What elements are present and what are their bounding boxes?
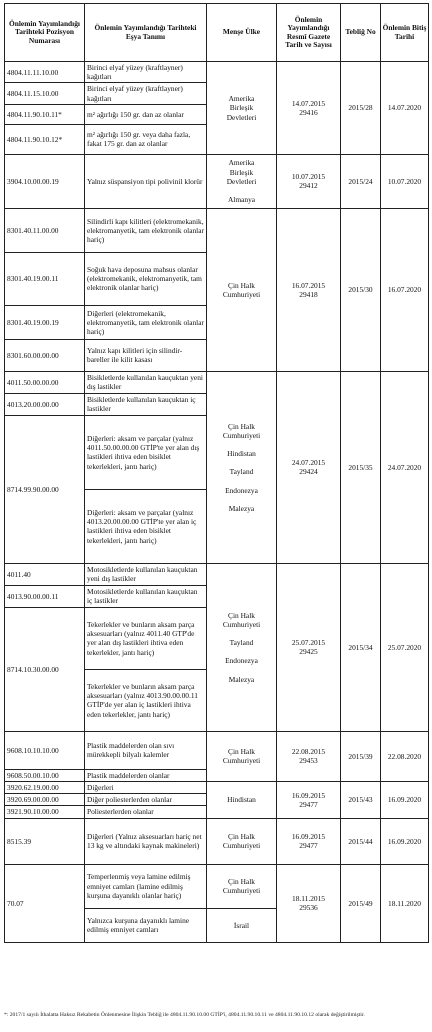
- country-name: Tayland: [229, 467, 254, 477]
- position-number: 9608.10.10.10.00: [5, 731, 85, 769]
- gazette-number: 29424: [299, 467, 318, 477]
- position-number: 4011.50.00.00.00: [5, 371, 85, 393]
- goods-description: Yalnız kapı kilitleri için silindir-bareller ile kilit kasası: [85, 339, 207, 371]
- goods-description: Temperlenmiş veya lamine edilmiş emniyet camları (lamine edilmiş kurşuna dayanıklı olanlar hariç): [85, 864, 207, 908]
- origin-country: [207, 208, 277, 371]
- end-date: 18.11.2020: [381, 864, 429, 942]
- origin-country: [207, 864, 277, 908]
- header-communique-number: Tebliğ No: [341, 4, 381, 62]
- position-number: 8301.60.00.00.00: [5, 339, 85, 371]
- communique-number: 2015/49: [341, 864, 381, 942]
- goods-description: Tekerlekler ve bunların aksam parça aksesuarları (yalnız 4013.90.00.00.11 GTİP'de yer alan iç lastikleri ihtiva eden tekerlekler, jantı hariç): [85, 669, 207, 731]
- origin-country: [207, 62, 277, 155]
- country-name: Cumhuriyeti: [222, 430, 261, 440]
- country-name: Çin Halk: [228, 421, 255, 431]
- goods-description: Motosikletlerde kullanılan kauçuktan yeni dış lastikler: [85, 563, 207, 585]
- table-row: [5, 864, 429, 908]
- communique-number: 2015/35: [341, 371, 381, 563]
- goods-description: Silindirli kapı kilitleri (elektromekanik, elektromanyetik, tam elektronik olanlar hariç): [85, 208, 207, 252]
- position-number: 8301.40.19.00.19: [5, 305, 85, 339]
- country-name: Birleşik: [229, 167, 254, 177]
- gazette-date: 24.07.2015: [291, 458, 326, 468]
- table-row: [5, 62, 429, 83]
- end-date: 16.09.2020: [381, 782, 429, 819]
- country-name: Endonezya: [225, 656, 258, 666]
- position-number: 70.07: [5, 864, 85, 942]
- position-number: 8301.40.19.00.11: [5, 252, 85, 305]
- end-date: 22.08.2020: [381, 731, 429, 781]
- end-date: 10.07.2020: [381, 154, 429, 208]
- gazette-date: 25.07.2015: [291, 638, 326, 648]
- header-end-date: Önlemin Bitiş Tarihi: [381, 4, 429, 62]
- gazette-number: 29477: [299, 841, 318, 851]
- goods-description: Yalnız süspansiyon tipi polivinil klorür: [85, 154, 207, 208]
- gazette-date-number: [277, 371, 341, 563]
- table-row: [5, 371, 429, 393]
- country-name: Endonezya: [225, 485, 258, 495]
- antidumping-measures-table: [4, 3, 429, 943]
- country-name: Malezya: [228, 674, 255, 684]
- position-number: 8515.39: [5, 818, 85, 864]
- goods-description: Birinci elyaf yüzey (kraftlayner) kağıtları: [85, 62, 207, 83]
- country-name: Cumhuriyeti: [222, 841, 261, 851]
- gazette-date-number: [277, 62, 341, 155]
- origin-country: [207, 782, 277, 819]
- table-row: [5, 782, 429, 794]
- position-number: 8714.10.30.00.00: [5, 607, 85, 731]
- origin-country: [207, 818, 277, 864]
- country-name: İsrail: [233, 920, 250, 930]
- gazette-date: 18.11.2015: [292, 893, 325, 903]
- country-name: Cumhuriyeti: [222, 289, 261, 299]
- end-date: 16.07.2020: [381, 208, 429, 371]
- country-name: Amerika: [228, 94, 255, 104]
- goods-description: [85, 104, 207, 124]
- origin-country: [207, 371, 277, 563]
- country-name: Malezya: [228, 503, 255, 513]
- area-unit: m²: [87, 109, 95, 119]
- header-position-number: Önlemin Yayımlandığı Tarihteki Pozisyon Numarası: [5, 4, 85, 62]
- goods-description: Bisikletlerde kullanılan kauçuktan iç lastikler: [85, 393, 207, 415]
- communique-number: 2015/34: [341, 563, 381, 731]
- position-number: 4804.11.15.10.00: [5, 83, 85, 104]
- country-name: Birleşik: [229, 103, 254, 113]
- gazette-date-number: [277, 154, 341, 208]
- table-row: [5, 731, 429, 769]
- goods-description: Diğerleri: aksam ve parçalar (yalnız 4013.20.00.00.00 GTİP'te yer alan iç lastikleri ihtiva eden bisiklet tekerlekleri, jantı hariç): [85, 489, 207, 563]
- gazette-number: 29453: [299, 756, 318, 766]
- header-goods-description: Önlemin Yayımlandığı Tarihteki Eşya Tanımı: [85, 4, 207, 62]
- goods-description: Plastik maddelerden olanlar: [85, 769, 207, 781]
- end-date: 24.07.2020: [381, 371, 429, 563]
- gazette-date: 14.07.2015: [291, 98, 326, 108]
- country-name: Tayland: [229, 638, 254, 648]
- gazette-date-number: [277, 208, 341, 371]
- goods-description: Diğerleri (Yalnız aksesuarları hariç net 13 kg ve altındaki kaynak makineleri): [85, 818, 207, 864]
- communique-number: 2015/24: [341, 154, 381, 208]
- table-row: [5, 818, 429, 864]
- gazette-date: 22.08.2015: [291, 747, 326, 757]
- table-row: [5, 563, 429, 585]
- gazette-date: 16.09.2015: [291, 790, 326, 800]
- country-name: Çin Halk: [228, 280, 255, 290]
- position-number: 8301.40.11.00.00: [5, 208, 85, 252]
- header-gazette-date-number: Önlemin Yayımlandığı Resmî Gazete Tarih ve Sayısı: [277, 4, 341, 62]
- position-number: 3904.10.00.00.19: [5, 154, 85, 208]
- gazette-number: 29477: [299, 799, 318, 809]
- goods-description: Birinci elyaf yüzey (kraftlayner) kağıtları: [85, 83, 207, 104]
- gazette-date: 16.07.2015: [291, 280, 326, 290]
- position-number: 8714.99.90.00.00: [5, 415, 85, 563]
- position-number: 3920.69.00.00.00: [5, 794, 85, 806]
- end-date: 14.07.2020: [381, 62, 429, 155]
- end-date: 16.09.2020: [381, 818, 429, 864]
- origin-country: [207, 908, 277, 942]
- position-number: 4804.11.90.10.12*: [5, 124, 85, 154]
- header-origin-country: Menşe Ülke: [207, 4, 277, 62]
- document-page: [4, 3, 428, 943]
- area-unit: m²: [87, 130, 95, 140]
- country-name: Devletleri: [226, 112, 257, 122]
- goods-description: Motosikletlerde kullanılan kauçuktan iç lastikler: [85, 585, 207, 607]
- description-text: ağırlığı 150 gr. dan az olanlar: [94, 109, 184, 119]
- country-name: Çin Halk: [228, 747, 255, 757]
- gazette-date-number: [277, 731, 341, 781]
- gazette-date-number: [277, 818, 341, 864]
- end-date: 25.07.2020: [381, 563, 429, 731]
- country-name: Çin Halk: [228, 610, 255, 620]
- footnote: *: 2017/1 sayılı İthalatta Haksız Rekabetin Önlenmesine İlişkin Tebliğ ile 4804.11.90.10.00 GTİP'i, 4804.11.90.10.11 ve 4804.11.90.10.12 olarak değiştirilmiştir.: [4, 1012, 365, 1018]
- country-name: Cumhuriyeti: [222, 620, 261, 629]
- position-number: 4804.11.11.10.00: [5, 62, 85, 83]
- communique-number: 2015/44: [341, 818, 381, 864]
- gazette-date-number: [277, 782, 341, 819]
- origin-country: [207, 154, 277, 208]
- position-number: 4013.20.00.00.00: [5, 393, 85, 415]
- gazette-date: 16.09.2015: [291, 831, 326, 841]
- goods-description: Plastik maddelerden olan sıvı mürekkepli bilyalı kalemler: [85, 731, 207, 769]
- position-number: 3921.90.10.00.00: [5, 806, 85, 818]
- country-name: Cumhuriyeti: [222, 886, 261, 896]
- goods-description: Diğerleri: aksam ve parçalar (yalnız 4011.50.00.00.00 GTİP'te yer alan dış lastikleri ihtiva eden bisiklet tekerlekleri, jantı hariç): [85, 415, 207, 489]
- country-name: Çin Halk: [228, 831, 255, 841]
- country-name: Hindistan: [227, 449, 256, 459]
- gazette-number: 29418: [299, 289, 318, 299]
- country-name: Almanya: [227, 195, 256, 205]
- country-name: Amerika: [228, 158, 255, 168]
- gazette-date: 10.07.2015: [291, 172, 326, 182]
- origin-country: [207, 731, 277, 781]
- table-row: [5, 208, 429, 252]
- country-name: Cumhuriyeti: [222, 756, 261, 766]
- country-name: Çin Halk: [228, 876, 255, 886]
- header-row: [5, 4, 429, 62]
- position-number: 9608.50.00.10.00: [5, 769, 85, 781]
- communique-number: 2015/39: [341, 731, 381, 781]
- goods-description: [85, 124, 207, 154]
- goods-description: Soğuk hava deposuna mahsus olanlar (elektromekanik, elektromanyetik, tam elektronik olanlar hariç): [85, 252, 207, 305]
- table-row: [5, 154, 429, 208]
- description-text: ağırlığı 150 gr. veya daha fazla, fakat 175 gr. dan az olanlar: [87, 130, 191, 149]
- position-number: 4804.11.90.10.11*: [5, 104, 85, 124]
- origin-country: [207, 563, 277, 731]
- goods-description: Yalnızca kurşuna dayanıklı lamine edilmiş emniyet camları: [85, 908, 207, 942]
- country-name: Devletleri: [226, 176, 257, 186]
- country-name: Hindistan: [227, 795, 256, 805]
- goods-description: Diğerleri (elektromekanik, elektromanyetik, tam elektronik olanlar hariç): [85, 305, 207, 339]
- goods-description: Diğerleri: [85, 782, 207, 794]
- gazette-number: 29416: [299, 107, 318, 117]
- goods-description: Diğer poliesterlerden olanlar: [85, 794, 207, 806]
- gazette-number: 29536: [299, 903, 318, 913]
- communique-number: 2015/30: [341, 208, 381, 371]
- gazette-date-number: [277, 563, 341, 731]
- goods-description: Bisikletlerde kullanılan kauçuktan yeni dış lastikler: [85, 371, 207, 393]
- position-number: 4011.40: [5, 563, 85, 585]
- communique-number: 2015/28: [341, 62, 381, 155]
- gazette-date-number: [277, 864, 341, 942]
- gazette-number: 29425: [299, 647, 318, 657]
- position-number: 3920.62.19.00.00: [5, 782, 85, 794]
- goods-description: Poliesterlerden olanlar: [85, 806, 207, 818]
- goods-description: Tekerlekler ve bunların aksam parça aksesuarları (yalnız 4011.40 GTP'de yer alan dış lastikleri ihtiva eden tekerlekler, jantı hariç): [85, 607, 207, 669]
- gazette-number: 29412: [299, 181, 318, 191]
- position-number: 4013.90.00.00.11: [5, 585, 85, 607]
- communique-number: 2015/43: [341, 782, 381, 819]
